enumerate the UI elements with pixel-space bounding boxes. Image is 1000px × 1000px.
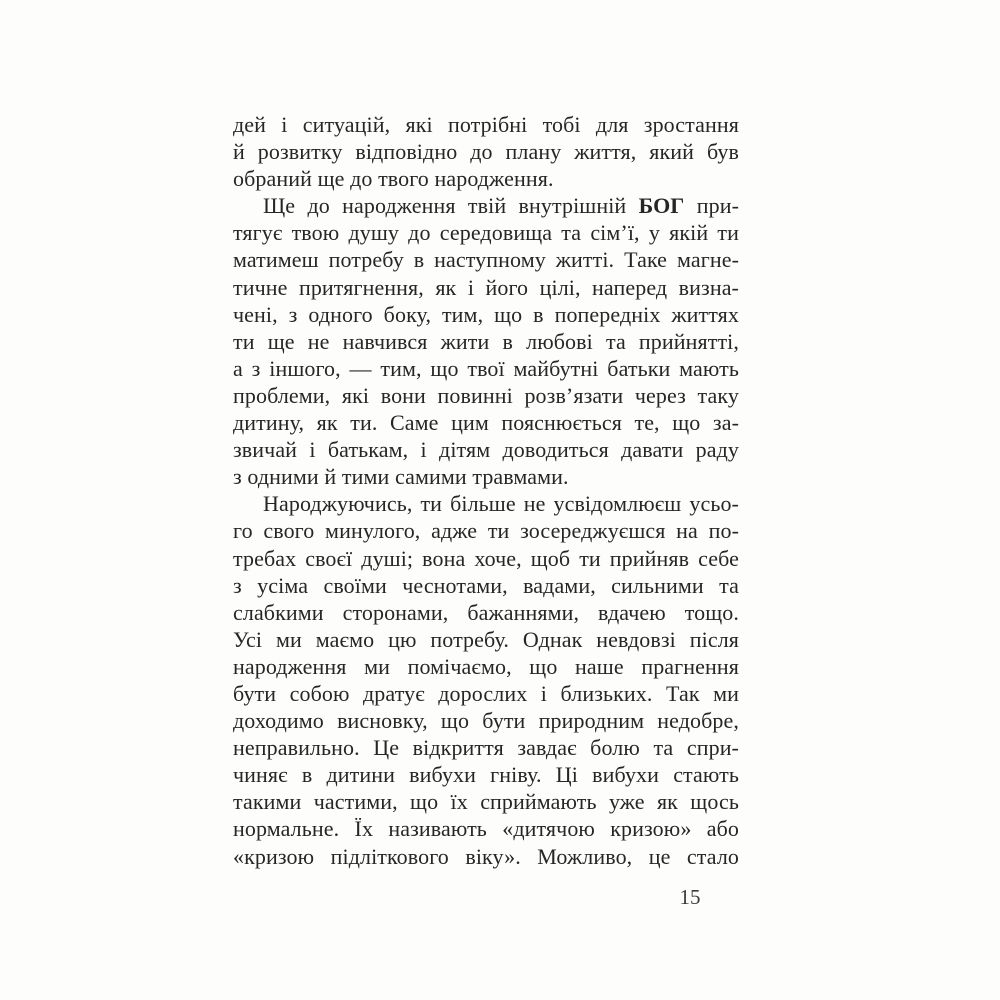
text-line: доходимо висновку, що бути природним недобре,: [233, 708, 739, 734]
text-line: бути собою дратує дорослих і близьких. Так ми: [233, 680, 739, 706]
text-line: з одними й тими самими травмами.: [233, 464, 569, 490]
text-line: ти ще не навчився жити в любові та прийнятті,: [233, 328, 739, 354]
text-line: звичай і батькам, і дітям доводиться давати раду: [233, 437, 739, 463]
text-line: Народжуючись, ти більше не усвідомлюєш усьо-: [263, 491, 739, 517]
paragraph: [233, 111, 739, 192]
text-line: тичне притягнення, як і його цілі, наперед визна-: [233, 274, 739, 300]
text-line: Усі ми маємо цю потребу. Однак невдовзі після: [233, 626, 739, 652]
text-line: го свого минулого, адже ти зосереджуєшся на по-: [233, 518, 739, 544]
page-number: 15: [679, 885, 701, 909]
paragraph: [233, 192, 739, 490]
text-line: проблеми, які вони повинні розв’язати через таку: [233, 382, 739, 408]
text-line: й розвитку відповідно до плану життя, який був: [233, 139, 739, 165]
text-line: Ще до народження твій внутрішній БОГ при-: [263, 193, 739, 219]
text-line: «кризою підліткового віку». Можливо, це стало: [233, 843, 739, 869]
text-line: слабкими сторонами, бажаннями, вдачею тощо.: [233, 599, 739, 625]
paragraph: [233, 490, 739, 869]
text-line: неправильно. Це відкриття завдає болю та спри-: [233, 735, 739, 761]
text-line: дитину, як ти. Саме цим пояснюється те, що за-: [233, 410, 739, 436]
text-line: а з іншого, — тим, що твої майбутні батьки мають: [233, 355, 739, 381]
text-line: обраний ще до твого народження.: [233, 166, 554, 192]
text-line: нормальне. Їх називають «дитячою кризою» або: [233, 816, 739, 842]
text-line: народження ми помічаємо, що наше прагнення: [233, 653, 739, 679]
bold-emphasis: БОГ: [638, 193, 685, 219]
text-line: требах своєї душі; вона хоче, щоб ти прийняв себе: [233, 545, 739, 571]
text-line: тягує твою душу до середовища та сім’ї, у якій ти: [233, 220, 739, 246]
text-line: чиняє в дитини вибухи гніву. Ці вибухи стають: [233, 762, 739, 788]
text-line: матимеш потребу в наступному житті. Таке магне-: [233, 247, 739, 273]
text-block: [233, 111, 739, 870]
text-line: з усіма своїми чеснотами, вадами, сильними та: [233, 572, 739, 598]
text-line: чені, з одного боку, тим, що в попередніх життях: [233, 301, 739, 327]
text-line: дей і ситуацій, які потрібні тобі для зростання: [233, 112, 739, 137]
text-line: такими частими, що їх сприймають уже як щось: [233, 789, 739, 815]
